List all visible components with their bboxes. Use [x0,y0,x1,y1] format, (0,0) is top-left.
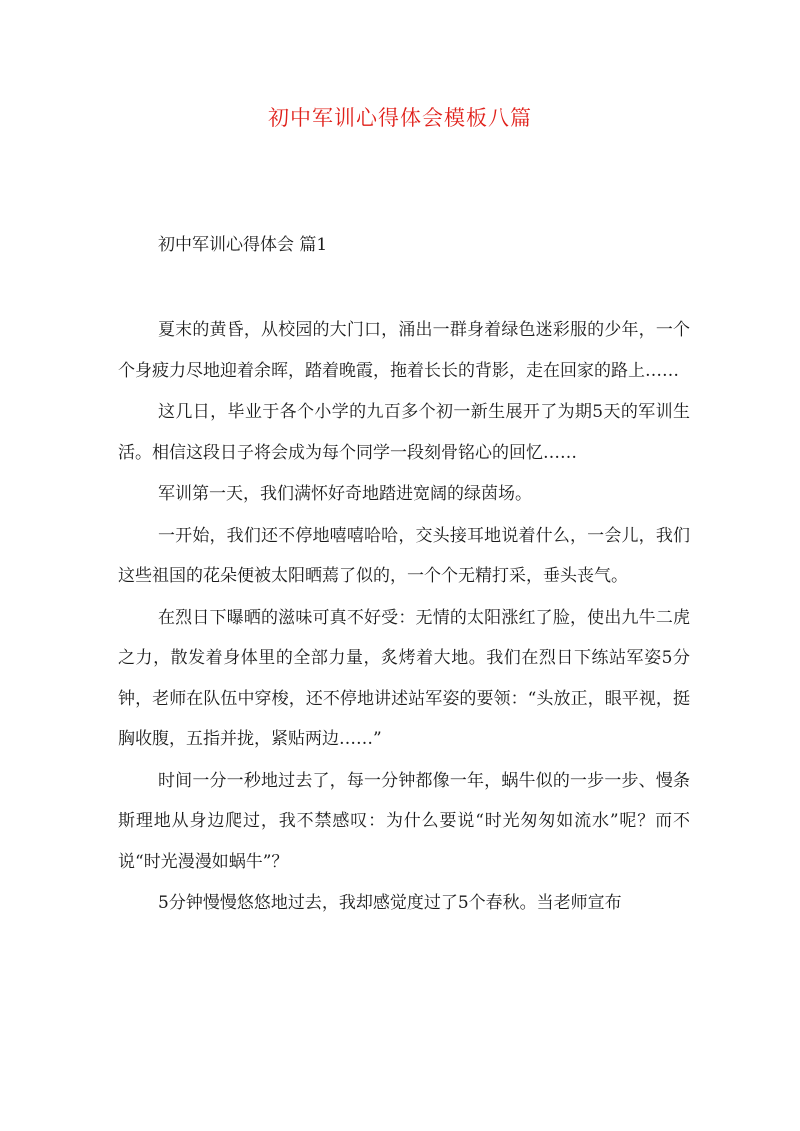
document-body [118,310,690,924]
paragraph: 5分钟慢慢悠悠地过去，我却感觉度过了5个春秋。当老师宣布 [158,893,622,913]
paragraph: 夏末的黄昏，从校园的大门口，涌出一群身着绿色迷彩服的少年，一个个身疲力尽地迎着余晖，踏着晚霞，拖着长长的背影，走在回家的路上…… [118,320,690,381]
document-title: 初中军训心得体会模板八篇 [268,106,532,130]
section-heading: 初中军训心得体会 篇1 [158,235,328,255]
paragraph: 在烈日下曝晒的滋味可真不好受：无情的太阳涨红了脸，使出九牛二虎之力，散发着身体里的全部力量，炙烤着大地。我们在烈日下练站军姿5分钟，老师在队伍中穿梭，还不停地讲述站军姿的要领：“头放正，眼平视，挺胸收腹，五指并拢，紧贴两边……” [118,607,690,749]
paragraph: 一开始，我们还不停地嘻嘻哈哈，交头接耳地说着什么，一会儿，我们这些祖国的花朵便被太阳晒蔫了似的，一个个无精打采，垂头丧气。 [118,525,690,586]
paragraph: 时间一分一秒地过去了，每一分钟都像一年，蜗牛似的一步一步、慢条斯理地从身边爬过，我不禁感叹：为什么要说“时光匆匆如流水”呢？而不说“时光漫漫如蜗牛”？ [118,770,690,872]
paragraph: 军训第一天，我们满怀好奇地踏进宽阔的绿茵场。 [158,484,532,504]
paragraph: 这几日，毕业于各个小学的九百多个初一新生展开了为期5天的军训生活。相信这段日子将会成为每个同学一段刻骨铭心的回忆…… [118,402,690,463]
